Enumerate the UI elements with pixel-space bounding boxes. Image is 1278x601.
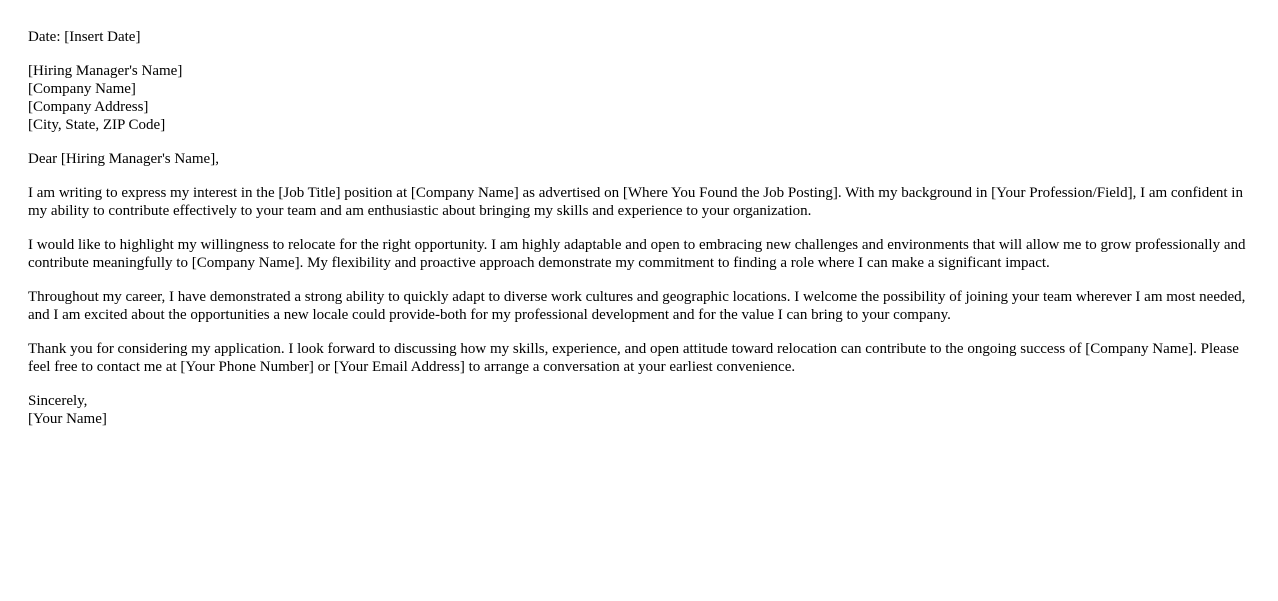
recipient-city-state-zip: [City, State, ZIP Code] (28, 117, 166, 133)
recipient-manager-name: [Hiring Manager's Name] (28, 63, 183, 79)
recipient-company-name: [Company Name] (28, 81, 136, 97)
cover-letter (28, 28, 1250, 444)
body-paragraph-3: Throughout my career, I have demonstrated a strong ability to quickly adapt to diverse work cultures and geographic locations. I welcome the possibility of joining your team wherever I am most needed, and I am excited about the opportunities a new locale could provide-both for my professional development and for the value I can bring to your company. (28, 289, 1246, 323)
salutation (28, 150, 1250, 168)
sign-off-block (28, 392, 1250, 428)
signature-name: [Your Name] (28, 411, 107, 427)
body-paragraph-4: Thank you for considering my application. I look forward to discussing how my skills, experience, and open attitude toward relocation can contribute to the ongoing success of [Company Name]. Please feel free to contact me at [Your Phone Number] or [Your Email Address] to arrange a conversation at your earliest convenience. (28, 341, 1239, 375)
body-paragraph-2: I would like to highlight my willingness to relocate for the right opportunity. I am highly adaptable and open to embracing new challenges and environments that will allow me to grow professionally and contribute meaningfully to [Company Name]. My flexibility and proactive approach demonstrate my commitment to finding a role where I can make a significant impact. (28, 237, 1246, 271)
recipient-address-block (28, 62, 1250, 134)
date-line (28, 28, 1250, 46)
salutation-text: Dear [Hiring Manager's Name], (28, 151, 219, 167)
body-paragraph-1: I am writing to express my interest in the [Job Title] position at [Company Name] as advertised on [Where You Found the Job Posting]. With my background in [Your Profession/Field], I am confident in my ability to contribute effectively to your team and am enthusiastic about bringing my skills and experience to your organization. (28, 185, 1243, 219)
recipient-company-address: [Company Address] (28, 99, 149, 115)
closing-text: Sincerely, (28, 393, 88, 409)
date-text: Date: [Insert Date] (28, 29, 141, 45)
